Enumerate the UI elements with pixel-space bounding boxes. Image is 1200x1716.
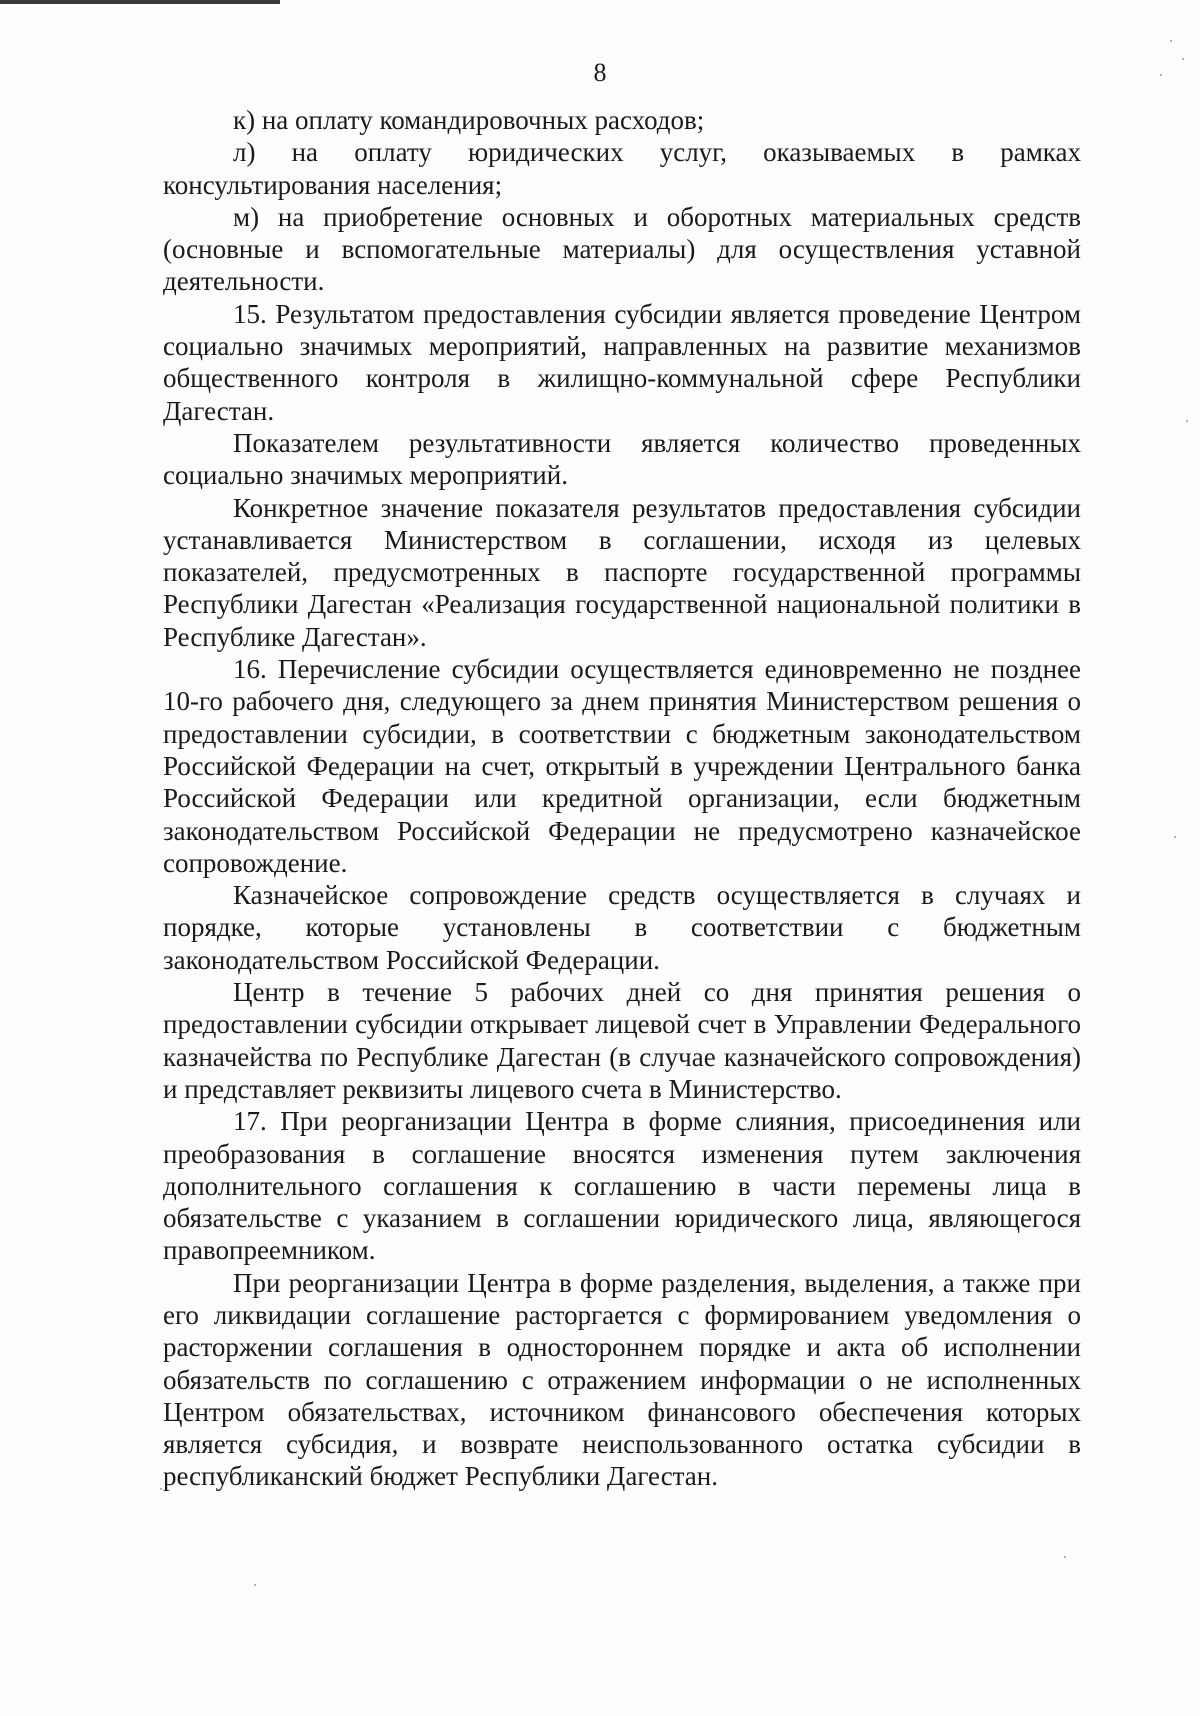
scan-speck [160,1488,162,1490]
scan-speck [254,1584,256,1586]
paragraph-indicator-value: Конкретное значение показателя результатов предоставления субсидии устанавливается Министерством в соглашении, исходя из целевых показателей, предусмотренных в паспорте государственной программы Республики Дагестан «Реализация государственной национальной политики в Республике Дагестан». [163,492,1081,652]
paragraph-15: 15. Результатом предоставления субсидии является проведение Центром социально значимых мероприятий, направленных на развитие механизмов общественного контроля в жилищно-коммунальной сфере Республики Дагестан. [163,298,1081,426]
page-number: 8 [593,58,607,87]
paragraph-16: 16. Перечисление субсидии осуществляется единовременно не позднее 10-го рабочего дня, следующего за днем принятия Министерством решения о предоставлении субсидии, в соответствии с бюджетным законодательством Российской Федерации на счет, открытый в учреждении Центрального банка Российской Федерации или кредитной организации, если бюджетным законодательством Российской Федерации не предусмотрено казначейское сопровождение. [163,654,1081,878]
paragraph-item-k: к) на оплату командировочных расходов; [233,105,705,135]
paragraph-item-l: л) на оплату юридических услуг, оказываемых в рамках консультирования населения; [163,137,1081,200]
paragraph-17: 17. При реорганизации Центра в форме слияния, присоединения или преобразования в соглашение вносятся изменения путем заключения дополнительного соглашения к соглашению в части перемены лица в обязательстве с указанием в соглашении юридического лица, являющегося правопреемником. [163,1106,1081,1266]
paragraph-performance-indicator: Показателем результативности является количество проведенных социально значимых мероприятий. [163,427,1081,491]
scan-edge [0,0,280,4]
scan-speck [1160,74,1162,76]
scan-speck [1170,40,1172,42]
scan-speck [1064,1556,1066,1558]
paragraph-treasury-support: Казначейское сопровождение средств осуществляется в случаях и порядке, которые установлены в соответствии с бюджетным законодательством Российской Федерации. [163,880,1081,975]
paragraph-item-m: м) на приобретение основных и оборотных материальных средств (основные и вспомогательные материалы) для осуществления уставной деятельности. [163,201,1081,297]
scan-speck [1182,58,1184,60]
paragraph-personal-account: Центр в течение 5 рабочих дней со дня принятия решения о предоставлении субсидии открывает лицевой счет в Управлении Федерального казначейства по Республике Дагестан (в случае казначейского сопровождения) и представляет реквизиты лицевого счета в Министерство. [163,977,1081,1104]
scan-speck [1174,836,1176,838]
paragraph-reorganization-termination: При реорганизации Центра в форме разделения, выделения, а также при его ликвидации соглашение расторгается с формированием уведомления о расторжении соглашения в одностороннем порядке и акта об исполнении обязательств по соглашению с отражением информации о не исполненных Центром обязательствах, источником финансового обеспечения которых является субсидия, и возврате неиспользованного остатка субсидии в республиканский бюджет Республики Дагестан. [163,1267,1081,1492]
document-body [163,104,1081,1493]
scan-speck [1186,420,1188,422]
